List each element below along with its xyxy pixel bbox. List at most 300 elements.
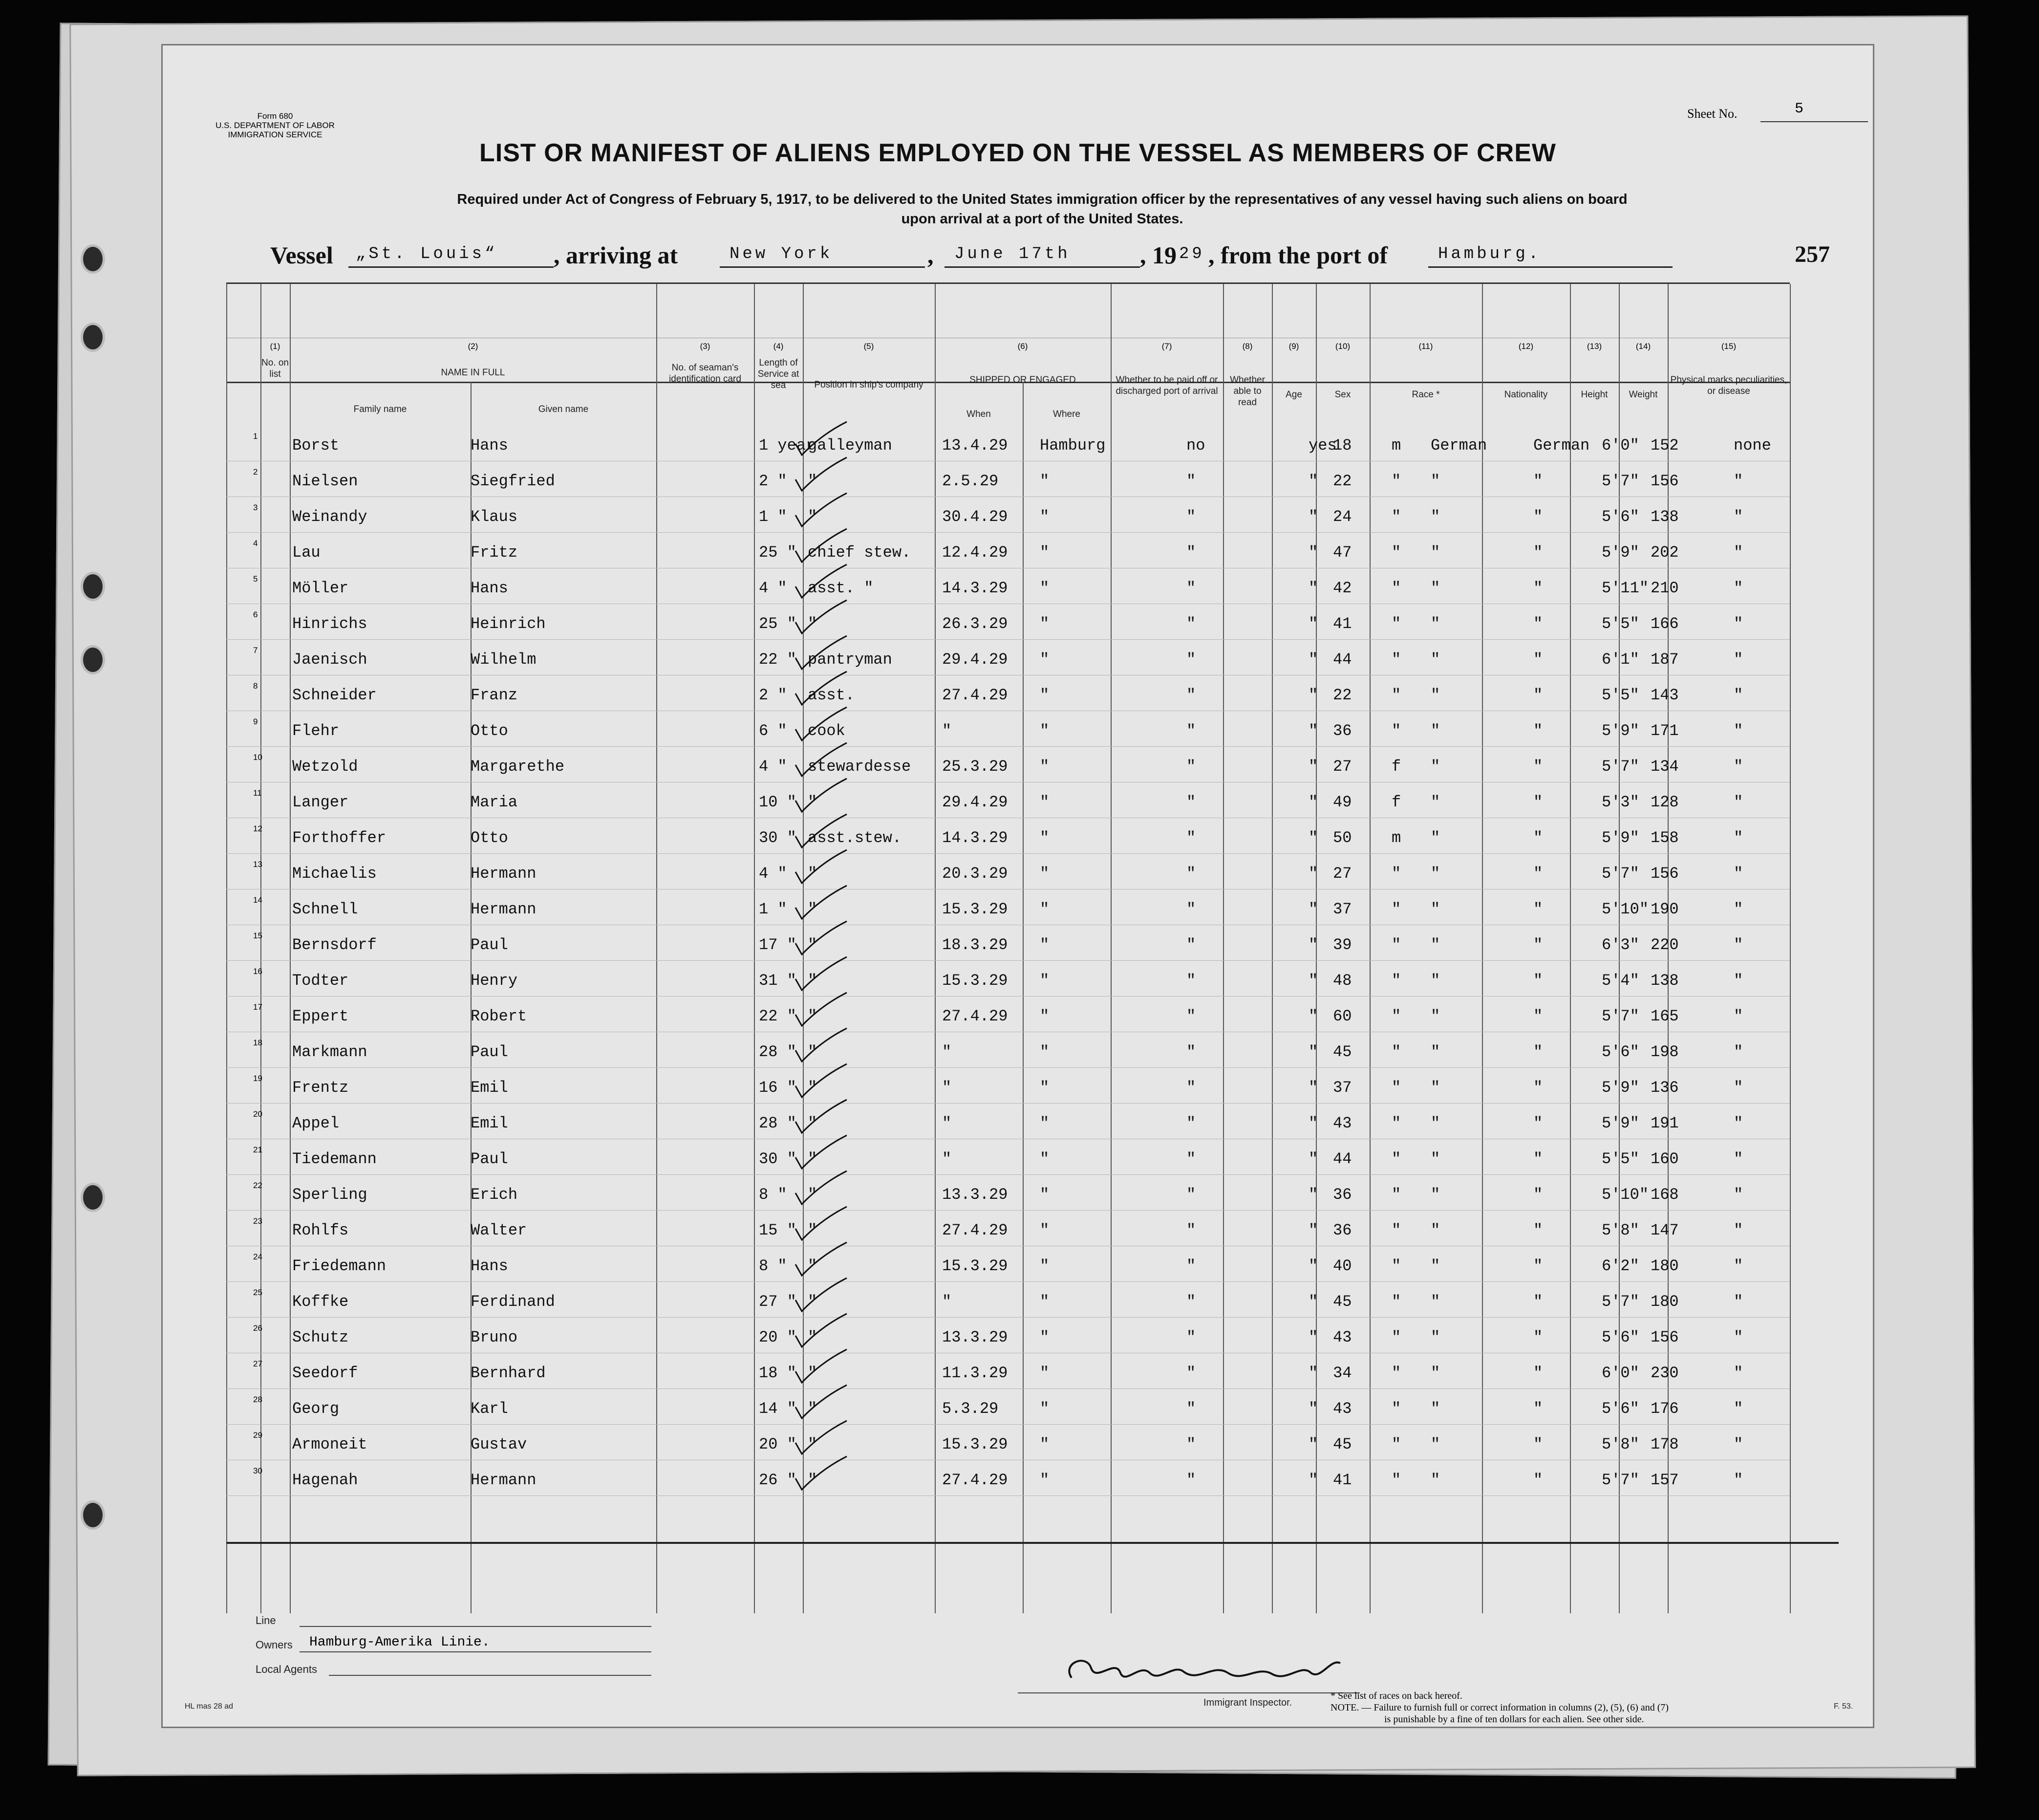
position-cell: " (808, 936, 817, 954)
sex-cell: " (1392, 543, 1401, 562)
shipped-when-cell: " (942, 1043, 952, 1061)
height-cell: 5'9" (1602, 543, 1639, 562)
owners-value: Hamburg-Amerika Linie. (309, 1635, 490, 1650)
owners-label: Owners (256, 1639, 293, 1651)
physical-marks-cell: " (1734, 1221, 1743, 1239)
paid-off-cell: " (1186, 615, 1196, 633)
paid-off-cell: " (1186, 1293, 1196, 1311)
age-cell: 37 (1333, 900, 1352, 918)
height-cell: 5'4" (1602, 972, 1639, 990)
shipped-when-cell: 27.4.29 (942, 1221, 1008, 1239)
position-cell: pantryman (808, 650, 892, 669)
sex-cell: f (1392, 758, 1401, 776)
row-rule (226, 532, 1790, 533)
weight-cell: 128 (1651, 793, 1679, 811)
nationality-cell: " (1533, 1114, 1543, 1132)
sheet-label: Sheet No. (1687, 107, 1738, 121)
paid-off-cell: " (1186, 508, 1196, 526)
given-name-cell: Siegfried (471, 472, 555, 490)
height-cell: 5'11" (1602, 579, 1649, 597)
shipped-when-cell: 18.3.29 (942, 936, 1008, 954)
table-end-rule (226, 1542, 1839, 1544)
family-name-cell: Michaelis (292, 865, 377, 883)
row-number: 13 (253, 860, 262, 869)
paid-off-cell: " (1186, 1007, 1196, 1025)
able-to-read-cell: " (1309, 972, 1318, 990)
line-label: Line (256, 1614, 276, 1626)
shipped-when-cell: " (942, 1150, 952, 1168)
able-to-read-cell: " (1309, 543, 1318, 562)
position-cell: asst.stew. (808, 829, 902, 847)
family-name-cell: Schutz (292, 1328, 349, 1346)
checkmark-icon (793, 1452, 871, 1491)
shipped-where-cell: " (1040, 936, 1050, 954)
age-cell: 24 (1333, 508, 1352, 526)
shipped-when-cell: 5.3.29 (942, 1400, 999, 1418)
checkmark-icon (793, 1237, 871, 1277)
weight-cell: 176 (1651, 1400, 1679, 1418)
sex-cell: " (1392, 686, 1401, 704)
physical-marks-cell: " (1734, 650, 1743, 669)
shipped-where-cell: " (1040, 900, 1050, 918)
row-number: 4 (253, 539, 258, 548)
able-to-read-cell: " (1309, 1293, 1318, 1311)
weight-cell: 165 (1651, 1007, 1679, 1025)
weight-cell: 230 (1651, 1364, 1679, 1382)
age-cell: 43 (1333, 1114, 1352, 1132)
able-to-read-cell: " (1309, 900, 1318, 918)
checkmark-icon (793, 1095, 871, 1134)
sex-cell: " (1392, 1114, 1401, 1132)
row-number: 20 (253, 1109, 262, 1119)
nationality-cell: " (1533, 972, 1543, 990)
physical-marks-cell: " (1734, 1293, 1743, 1311)
able-to-read-cell: " (1309, 1043, 1318, 1061)
shipped-when-cell: 12.4.29 (942, 543, 1008, 562)
weight-cell: 147 (1651, 1221, 1679, 1239)
length-of-service-cell: 4 " (759, 758, 787, 776)
length-of-service-cell: 10 " (759, 793, 796, 811)
age-cell: 37 (1333, 1079, 1352, 1097)
row-number: 30 (253, 1466, 262, 1475)
port-label: , from the port of (1208, 241, 1388, 269)
position-cell: " (808, 615, 817, 633)
shipped-where-cell: Hamburg (1040, 436, 1106, 455)
race-cell: " (1431, 722, 1440, 740)
physical-marks-cell: " (1734, 1471, 1743, 1489)
race-cell: " (1431, 1293, 1440, 1311)
weight-cell: 178 (1651, 1435, 1679, 1453)
physical-marks-cell: " (1734, 615, 1743, 633)
sex-cell: " (1392, 508, 1401, 526)
given-name-cell: Fritz (471, 543, 518, 562)
race-cell: " (1431, 936, 1440, 954)
crew-table (226, 282, 1790, 1613)
given-name-cell: Maria (471, 793, 518, 811)
physical-marks-cell: " (1734, 722, 1743, 740)
physical-marks-cell: " (1734, 900, 1743, 918)
paid-off-cell: " (1186, 936, 1196, 954)
sheet-value: 5 (1795, 101, 1804, 117)
shipped-when-cell: 15.3.29 (942, 972, 1008, 990)
nationality-cell: " (1533, 1435, 1543, 1453)
physical-marks-cell: " (1734, 1114, 1743, 1132)
footnote-fine: is punishable by a fine of ten dollars for each alien. See other side. (1384, 1714, 1644, 1725)
local-agents-label: Local Agents (256, 1663, 317, 1675)
sex-cell: " (1392, 722, 1401, 740)
col-14-number: (14) (1635, 342, 1651, 351)
arrival-date: June 17th (954, 245, 1071, 263)
age-cell: 22 (1333, 686, 1352, 704)
weight-cell: 191 (1651, 1114, 1679, 1132)
shipped-where-cell: " (1040, 650, 1050, 669)
paid-off-cell: " (1186, 472, 1196, 490)
row-number: 5 (253, 574, 258, 584)
col-age: Age (1286, 390, 1302, 400)
race-cell: " (1431, 543, 1440, 562)
shipped-where-cell: " (1040, 1400, 1050, 1418)
shipped-where-cell: " (1040, 1364, 1050, 1382)
physical-marks-cell: " (1734, 1400, 1743, 1418)
col-family-name: Family name (353, 404, 407, 414)
age-cell: 45 (1333, 1435, 1352, 1453)
age-cell: 48 (1333, 972, 1352, 990)
nationality-cell: " (1533, 543, 1543, 562)
sex-cell: " (1392, 1400, 1401, 1418)
sex-cell: " (1392, 1186, 1401, 1204)
length-of-service-cell: 1 year (759, 436, 816, 455)
col-3-number: (3) (700, 342, 710, 351)
race-cell: " (1431, 1114, 1440, 1132)
length-of-service-cell: 22 " (759, 1007, 796, 1025)
family-name-cell: Schnell (292, 900, 358, 918)
physical-marks-cell: " (1734, 865, 1743, 883)
col-15-number: (15) (1721, 342, 1737, 351)
punch-hole (81, 1183, 105, 1212)
length-of-service-cell: 22 " (759, 650, 796, 669)
shipped-when-cell: " (942, 1293, 952, 1311)
sex-cell: " (1392, 615, 1401, 633)
able-to-read-cell: " (1309, 1186, 1318, 1204)
paid-off-cell: " (1186, 793, 1196, 811)
checkmark-icon (793, 1380, 871, 1419)
given-name-cell: Hermann (471, 865, 537, 883)
able-to-read-cell: " (1309, 615, 1318, 633)
physical-marks-cell: " (1734, 1328, 1743, 1346)
row-number: 12 (253, 824, 262, 833)
race-cell: " (1431, 1400, 1440, 1418)
manifest-sheet (161, 44, 1874, 1728)
col-2-number: (2) (468, 342, 478, 351)
checkmark-icon (793, 1023, 871, 1062)
given-name-cell: Hans (471, 436, 508, 455)
nationality-cell: " (1533, 1257, 1543, 1275)
weight-cell: 143 (1651, 686, 1679, 704)
checkmark-icon (793, 1273, 871, 1312)
checkmark-icon (793, 453, 871, 492)
col-length-of-service: Length of Service at sea (757, 358, 799, 390)
weight-cell: 160 (1651, 1150, 1679, 1168)
physical-marks-cell: none (1734, 436, 1771, 455)
shipped-where-cell: " (1040, 615, 1050, 633)
physical-marks-cell: " (1734, 1043, 1743, 1061)
paid-off-cell: " (1186, 1186, 1196, 1204)
row-number: 16 (253, 967, 262, 976)
checkmark-icon (793, 631, 871, 670)
given-name-cell: Henry (471, 972, 518, 990)
sex-cell: " (1392, 936, 1401, 954)
physical-marks-cell: " (1734, 758, 1743, 776)
height-cell: 6'0" (1602, 436, 1639, 455)
row-number: 22 (253, 1181, 262, 1190)
shipped-when-cell: 30.4.29 (942, 508, 1008, 526)
race-cell: " (1431, 472, 1440, 490)
position-cell: " (808, 1400, 817, 1418)
able-to-read-cell: " (1309, 1435, 1318, 1453)
family-name-cell: Nielsen (292, 472, 358, 490)
family-name-cell: Armoneit (292, 1435, 367, 1453)
sex-cell: " (1392, 1364, 1401, 1382)
checkmark-icon (793, 1166, 871, 1205)
nationality-cell: " (1533, 1471, 1543, 1489)
shipped-where-cell: " (1040, 1114, 1050, 1132)
family-name-cell: Lau (292, 543, 321, 562)
shipped-where-cell: " (1040, 1221, 1050, 1239)
comma: , (927, 241, 934, 269)
punch-hole (81, 572, 105, 601)
row-number: 14 (253, 895, 262, 905)
family-name-cell: Hagenah (292, 1471, 358, 1489)
checkmark-icon (793, 524, 871, 563)
race-cell: " (1431, 1007, 1440, 1025)
nationality-cell: " (1533, 1079, 1543, 1097)
physical-marks-cell: " (1734, 686, 1743, 704)
shipped-when-cell: 27.4.29 (942, 1007, 1008, 1025)
shipped-where-cell: " (1040, 829, 1050, 847)
footnote-note: NOTE. — Failure to furnish full or correct information in columns (2), (5), (6) and (7) (1331, 1702, 1669, 1713)
position-cell: " (808, 1007, 817, 1025)
shipped-when-cell: 29.4.29 (942, 650, 1008, 669)
row-number: 1 (253, 432, 258, 441)
row-number: 24 (253, 1252, 262, 1261)
able-to-read-cell: " (1309, 722, 1318, 740)
col-12-number: (12) (1518, 342, 1534, 351)
length-of-service-cell: 16 " (759, 1079, 796, 1097)
checkmark-icon (793, 916, 871, 955)
row-rule (226, 1067, 1790, 1068)
row-number: 2 (253, 467, 258, 477)
given-name-cell: Heinrich (471, 615, 546, 633)
form-code: F. 53. (1834, 1702, 1853, 1711)
sex-cell: m (1392, 436, 1401, 455)
shipped-when-cell: " (942, 722, 952, 740)
shipped-when-cell: 11.3.29 (942, 1364, 1008, 1382)
row-number: 6 (253, 610, 258, 619)
col-given-name: Given name (538, 404, 589, 414)
length-of-service-cell: 18 " (759, 1364, 796, 1382)
row-number: 21 (253, 1145, 262, 1154)
paid-off-cell: " (1186, 1079, 1196, 1097)
race-cell: " (1431, 686, 1440, 704)
col-where: Where (1053, 409, 1080, 419)
given-name-cell: Erich (471, 1186, 518, 1204)
punch-hole (81, 645, 105, 674)
nationality-cell: " (1533, 1221, 1543, 1239)
given-name-cell: Paul (471, 936, 508, 954)
able-to-read-cell: " (1309, 1257, 1318, 1275)
height-cell: 5'9" (1602, 1114, 1639, 1132)
given-name-cell: Bruno (471, 1328, 518, 1346)
row-number: 15 (253, 931, 262, 940)
able-to-read-cell: " (1309, 579, 1318, 597)
paid-off-cell: " (1186, 972, 1196, 990)
physical-marks-cell: " (1734, 829, 1743, 847)
race-cell: " (1431, 865, 1440, 883)
length-of-service-cell: 14 " (759, 1400, 796, 1418)
race-cell: " (1431, 1221, 1440, 1239)
row-rule (226, 1424, 1790, 1425)
shipped-when-cell: 20.3.29 (942, 865, 1008, 883)
checkmark-icon (793, 1130, 871, 1170)
nationality-cell: " (1533, 1186, 1543, 1204)
physical-marks-cell: " (1734, 793, 1743, 811)
height-cell: 6'2" (1602, 1257, 1639, 1275)
weight-cell: 198 (1651, 1043, 1679, 1061)
family-name-cell: Hinrichs (292, 615, 367, 633)
weight-cell: 202 (1651, 543, 1679, 562)
able-to-read-cell: " (1309, 1471, 1318, 1489)
sex-cell: " (1392, 1328, 1401, 1346)
checkmark-icon (793, 1416, 871, 1455)
age-cell: 43 (1333, 1328, 1352, 1346)
able-to-read-cell: " (1309, 865, 1318, 883)
row-number: 17 (253, 1002, 262, 1012)
family-name-cell: Rohlfs (292, 1221, 349, 1239)
shipped-when-cell: 27.4.29 (942, 686, 1008, 704)
checkmark-icon (793, 774, 871, 813)
row-rule (226, 1388, 1790, 1389)
given-name-cell: Robert (471, 1007, 527, 1025)
height-cell: 5'7" (1602, 472, 1639, 490)
col-able-to-read: Whether able to read (1230, 375, 1265, 408)
sheet-number (1687, 101, 1804, 121)
paid-off-cell: " (1186, 543, 1196, 562)
given-name-cell: Otto (471, 829, 508, 847)
shipped-where-cell: " (1040, 865, 1050, 883)
able-to-read-cell: " (1309, 936, 1318, 954)
age-cell: 27 (1333, 758, 1352, 776)
position-cell: " (808, 1221, 817, 1239)
physical-marks-cell: " (1734, 1079, 1743, 1097)
physical-marks-cell: " (1734, 472, 1743, 490)
height-cell: 5'5" (1602, 1150, 1639, 1168)
sex-cell: " (1392, 650, 1401, 669)
height-cell: 6'0" (1602, 1364, 1639, 1382)
row-number: 3 (253, 503, 258, 512)
given-name-cell: Emil (471, 1114, 508, 1132)
checkmark-icon (793, 1059, 871, 1098)
department: U.S. DEPARTMENT OF LABOR (215, 121, 335, 130)
weight-cell: 156 (1651, 472, 1679, 490)
col-4-number: (4) (773, 342, 784, 351)
inspector-label: Immigrant Inspector. (1203, 1697, 1292, 1708)
able-to-read-cell: yes (1309, 436, 1337, 455)
weight-cell: 187 (1651, 650, 1679, 669)
nationality-cell: " (1533, 579, 1543, 597)
arrival-port: New York (730, 245, 833, 263)
row-number: 23 (253, 1216, 262, 1226)
vessel-label: Vessel (270, 241, 333, 269)
length-of-service-cell: 30 " (759, 1150, 796, 1168)
checkmark-icon (793, 809, 871, 848)
length-of-service-cell: 4 " (759, 865, 787, 883)
able-to-read-cell: " (1309, 1328, 1318, 1346)
height-cell: 5'6" (1602, 1043, 1639, 1061)
family-name-cell: Tiedemann (292, 1150, 377, 1168)
height-cell: 5'9" (1602, 1079, 1639, 1097)
shipped-where-cell: " (1040, 1257, 1050, 1275)
length-of-service-cell: 1 " (759, 900, 787, 918)
position-cell: " (808, 900, 817, 918)
length-of-service-cell: 8 " (759, 1257, 787, 1275)
sex-cell: " (1392, 472, 1401, 490)
shipped-when-cell: 2.5.29 (942, 472, 999, 490)
paid-off-cell: " (1186, 579, 1196, 597)
position-cell: " (808, 472, 817, 490)
age-cell: 44 (1333, 1150, 1352, 1168)
arriving-label: , arriving at (554, 241, 678, 269)
sex-cell: " (1392, 865, 1401, 883)
given-name-cell: Bernhard (471, 1364, 546, 1382)
race-cell: " (1431, 615, 1440, 633)
checkmark-icon (793, 702, 871, 741)
paid-off-cell: " (1186, 1257, 1196, 1275)
subtitle (236, 190, 1848, 229)
nationality-cell: " (1533, 1400, 1543, 1418)
position-cell: " (808, 1043, 817, 1061)
physical-marks-cell: " (1734, 1364, 1743, 1382)
physical-marks-cell: " (1734, 1007, 1743, 1025)
height-cell: 5'7" (1602, 865, 1639, 883)
sex-cell: " (1392, 900, 1401, 918)
col-name-in-full: NAME IN FULL (441, 368, 505, 378)
physical-marks-cell: " (1734, 936, 1743, 954)
shipped-when-cell: 14.3.29 (942, 579, 1008, 597)
nationality-cell: " (1533, 1043, 1543, 1061)
weight-cell: 180 (1651, 1257, 1679, 1275)
shipped-where-cell: " (1040, 972, 1050, 990)
sex-cell: " (1392, 972, 1401, 990)
length-of-service-cell: 30 " (759, 829, 796, 847)
shipped-where-cell: " (1040, 793, 1050, 811)
shipped-when-cell: 27.4.29 (942, 1471, 1008, 1489)
given-name-cell: Margarethe (471, 758, 565, 776)
col-8-number: (8) (1242, 342, 1253, 351)
length-of-service-cell: 15 " (759, 1221, 796, 1239)
able-to-read-cell: " (1309, 508, 1318, 526)
height-cell: 5'8" (1602, 1221, 1639, 1239)
position-cell: " (808, 1186, 817, 1204)
age-cell: 18 (1333, 436, 1352, 455)
shipped-when-cell: 13.3.29 (942, 1186, 1008, 1204)
weight-cell: 134 (1651, 758, 1679, 776)
weight-cell: 138 (1651, 508, 1679, 526)
sex-cell: f (1392, 793, 1401, 811)
checkmark-icon (793, 1309, 871, 1348)
height-cell: 5'6" (1602, 1400, 1639, 1418)
position-cell: asst. " (808, 579, 874, 597)
row-number: 8 (253, 681, 258, 691)
